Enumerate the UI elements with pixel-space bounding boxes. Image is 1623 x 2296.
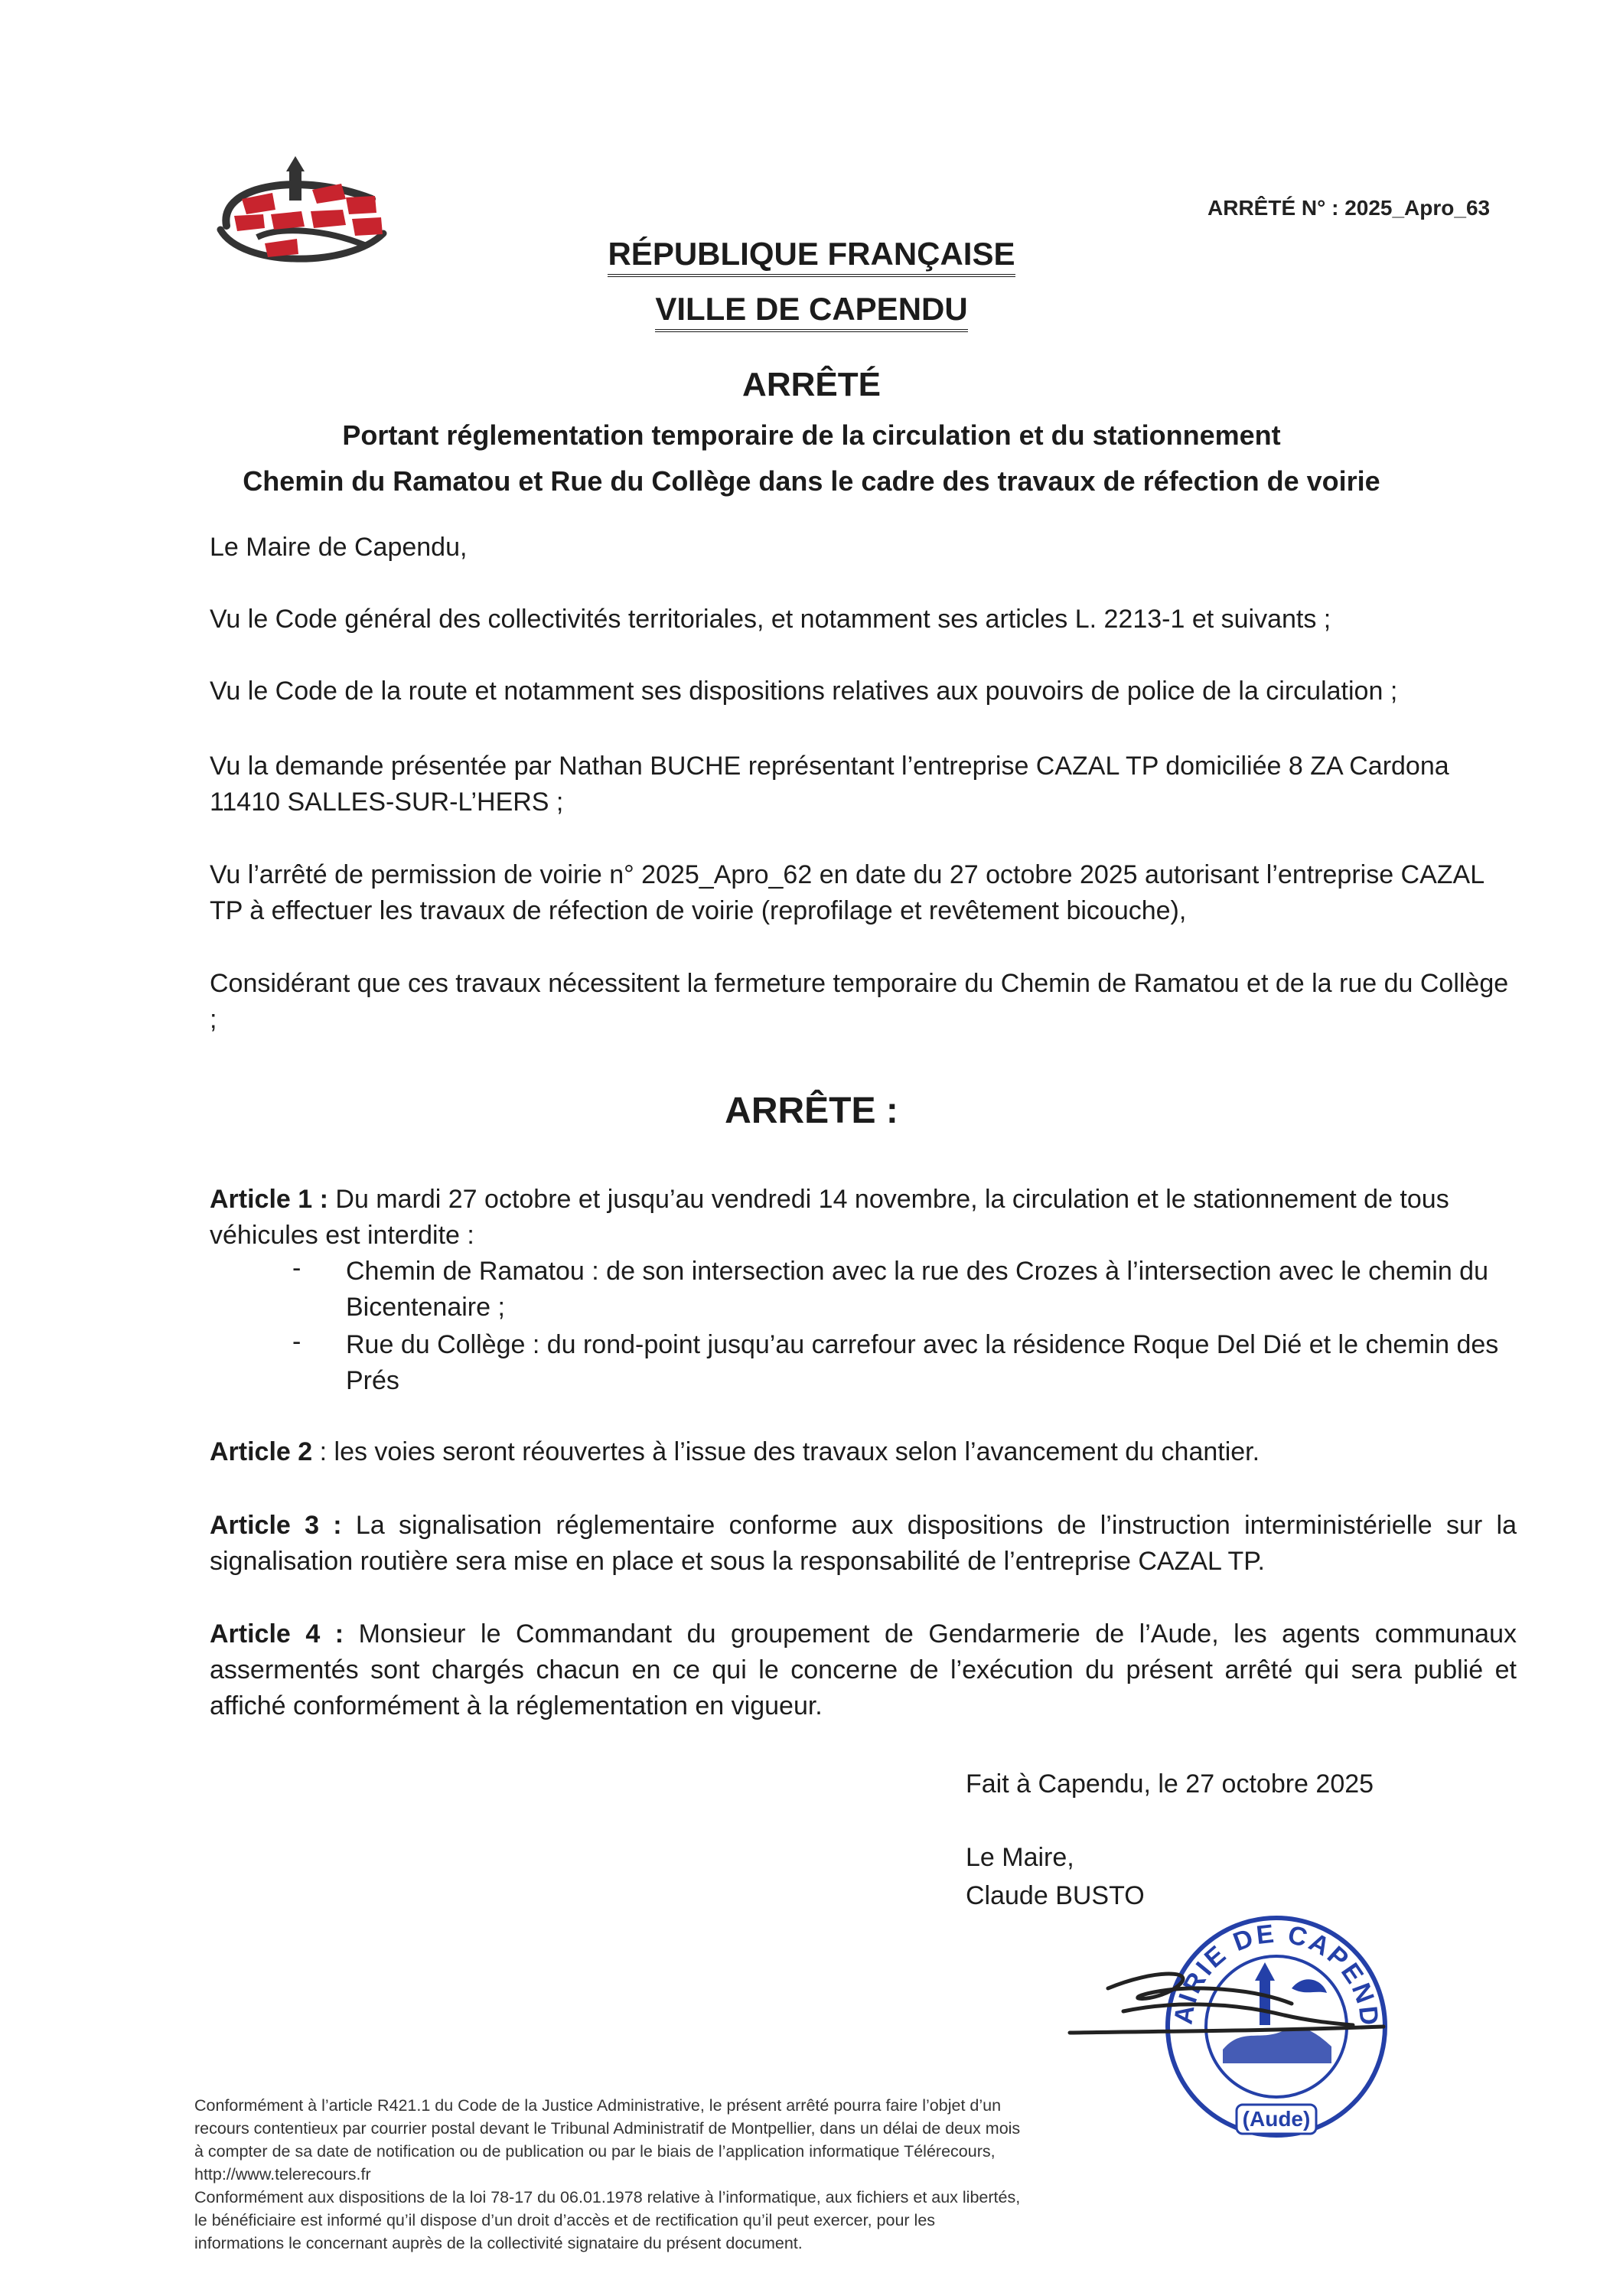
considerant: Considérant que ces travaux nécessitent la fermeture temporaire du Chemin de Ramatou et de la rue du Collège ;	[210, 969, 1509, 1034]
signatory-role: Le Maire,	[966, 1843, 1074, 1872]
telerecours-link[interactable]: http://www.telerecours.fr	[194, 2165, 371, 2183]
mayor-stamp-icon	[1062, 1896, 1406, 2149]
legal-notice-line: informations le concernant auprès de la collectivité signataire du présent document.	[194, 2234, 803, 2252]
article-4	[210, 1616, 1517, 1724]
signatory-name: Claude BUSTO	[966, 1881, 1145, 1910]
arrete-number: ARRÊTÉ N° : 2025_Apro_63	[1207, 196, 1491, 220]
list-bullet: -	[292, 1254, 301, 1283]
legal-notice-line: le bénéficiaire est informé qu’il dispose d’un droit d’accès et de rectification qu’il peut exercer, pour les	[194, 2211, 936, 2229]
list-item: Chemin de Ramatou : de son intersection avec la rue des Crozes à l’intersection avec le chemin du Bicentenaire ;	[346, 1257, 1488, 1322]
svg-text:MAIRIE DE CAPENDU: AIRIE DE CAPEND	[1168, 1919, 1384, 2029]
article-2	[210, 1434, 1517, 1470]
article-3-text: La signalisation réglementaire conforme aux dispositions de l’instruction interministérielle sur la signalisation routière sera mise en place et sous la responsabilité de l’entreprise CAZAL TP.	[210, 1511, 1517, 1576]
article-4-label: Article 4 :	[210, 1619, 344, 1649]
article-4-text: Monsieur le Commandant du groupement de Gendarmerie de l’Aude, les agents communaux assermentés sont chargés chacun en ce qui le concerne de l’exécution du présent arrêté qui sera publié et affiché conformément à la réglementation en vigueur.	[210, 1619, 1517, 1720]
article-1-label: Article 1 :	[210, 1185, 328, 1214]
document-title: ARRÊTÉ	[742, 366, 881, 403]
article-3-label: Article 3 :	[210, 1511, 342, 1540]
svg-text:(Aude): (Aude)	[1242, 2107, 1311, 2131]
vu-code-route: Vu le Code de la route et notamment ses dispositions relatives aux pouvoirs de police de la circulation ;	[210, 677, 1398, 706]
legal-notice-line: Conformément aux dispositions de la loi 78-17 du 06.01.1978 relative à l’informatique, aux fichiers et aux libertés,	[194, 2188, 1021, 2206]
article-2-label: Article 2	[210, 1437, 313, 1466]
legal-notice-line: Conformément à l’article R421.1 du Code de la Justice Administrative, le présent arrêté pourra faire l’objet d’un	[194, 2096, 1002, 2115]
article-3	[210, 1508, 1517, 1580]
article-1	[210, 1182, 1517, 1254]
vu-demande: Vu la demande présentée par Nathan BUCHE représentant l’entreprise CAZAL TP domiciliée 8 ZA Cardona 11410 SALLES-SUR-L’HERS ;	[210, 752, 1449, 817]
city-heading: VILLE DE CAPENDU	[0, 291, 1623, 332]
vu-permission-voirie: Vu l’arrêté de permission de voirie n° 2025_Apro_62 en date du 27 octobre 2025 autorisant l’entreprise CAZAL TP à effectuer les travaux de réfection de voirie (reprofilage et revêtement bicouche),	[210, 860, 1484, 925]
place-date: Fait à Capendu, le 27 octobre 2025	[966, 1769, 1374, 1799]
decision-title: ARRÊTE :	[725, 1091, 898, 1131]
list-bullet: -	[292, 1327, 301, 1356]
subtitle-line-1: Portant réglementation temporaire de la circulation et du stationnement	[342, 419, 1281, 451]
vu-code-collectivites: Vu le Code général des collectivités territoriales, et notamment ses articles L. 2213-1 et suivants ;	[210, 605, 1331, 634]
mayor-line: Le Maire de Capendu,	[210, 533, 468, 562]
article-2-text: : les voies seront réouvertes à l’issue des travaux selon l’avancement du chantier.	[312, 1437, 1260, 1466]
legal-notice-line: recours contentieux par courrier postal devant le Tribunal Administratif de Montpellier, dans un délai de deux mois	[194, 2119, 1021, 2138]
legal-notice-line: à compter de sa date de notification ou de publication ou par le biais de l’application informatique Télérecours,	[194, 2142, 996, 2161]
article-1-text: Du mardi 27 octobre et jusqu’au vendredi 14 novembre, la circulation et le stationnement de tous véhicules est interdite :	[210, 1185, 1449, 1250]
subtitle-line-2: Chemin du Ramatou et Rue du Collège dans le cadre des travaux de réfection de voirie	[243, 465, 1380, 497]
republic-heading: RÉPUBLIQUE FRANÇAISE	[0, 236, 1623, 277]
list-item: Rue du Collège : du rond-point jusqu’au carrefour avec la résidence Roque Del Dié et le chemin des Prés	[346, 1330, 1499, 1395]
